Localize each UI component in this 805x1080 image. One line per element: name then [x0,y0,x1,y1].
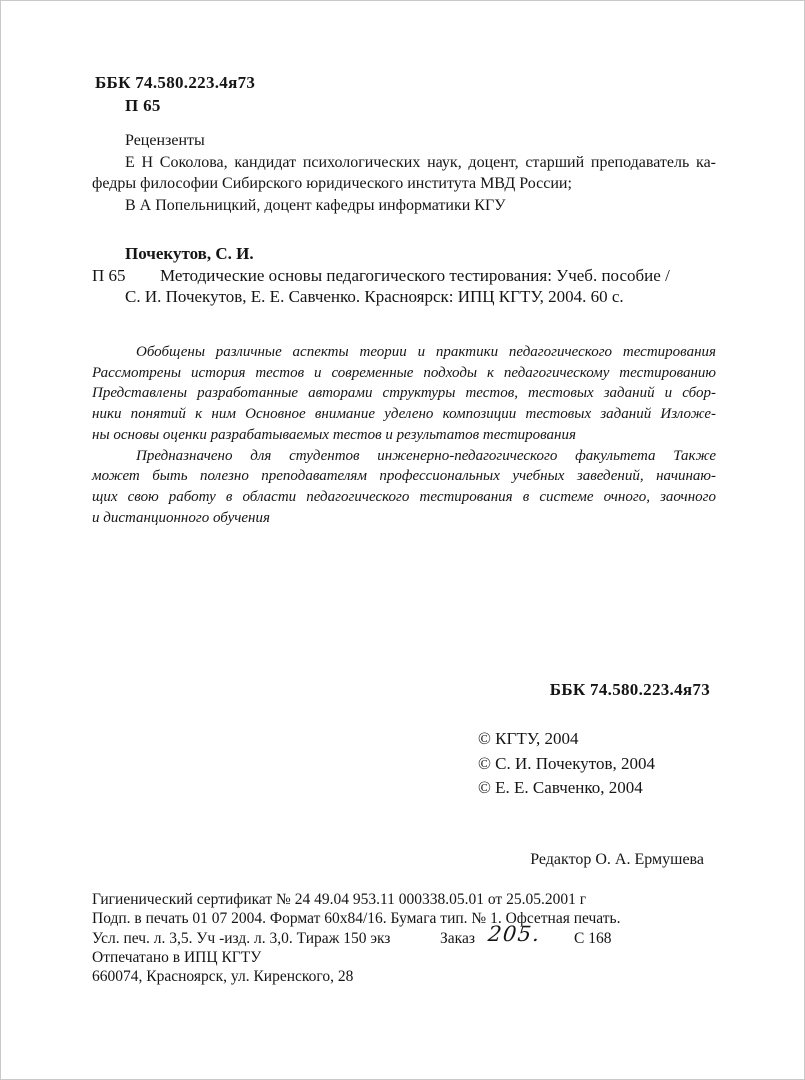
annotation-line: Предназначено для студентов инженерно-педагогического факультета Также [136,447,716,464]
annotation-section [92,342,716,528]
reviewers-section [92,130,716,216]
annotation-line: Представлены разработанные авторами структуры тестов, тестовых заданий и сбор- [92,385,716,402]
author-sign-card: П 65 [92,265,126,285]
address-line: 660074, Красноярск, ул. Киренского, 28 [92,968,354,986]
copyright-line: © Е. Е. Савченко, 2004 [478,778,643,797]
copyright-line: © С. И. Почекутов, 2004 [478,753,655,773]
catalog-title-line: С. И. Почекутов, Е. Е. Савченко. Красноярск: ИПЦ КГТУ, 2004. 60 с. [125,287,624,306]
bbk-code-top [95,71,255,117]
copyright-line: © КГТУ, 2004 [478,729,579,748]
annotation-line: Рассмотрены история тестов и современные подходы к педагогическому тестированию [92,364,716,381]
certificate-line: Гигиенический сертификат № 24 49.04 953.11 000338.05.01 от 25.05.2001 г [92,891,587,908]
annotation-line: ники понятий к ним Основное внимание уделено композиции тестовых заданий Изложе- [92,406,716,423]
author-sign-top: П 65 [125,96,161,115]
annotation-line: и дистанционного обучения [92,509,270,526]
annotation-line: щих свою работу в области педагогического тестирования в системе очного, заочного [92,488,716,505]
printed-at-line: Отпечатано в ИПЦ КГТУ [92,948,262,966]
reviewer-line: федры философии Сибирского юридического института МВД России; [92,175,572,192]
editor-line: Редактор О. А. Ермушева [530,851,704,868]
reviewer-line: В А Попельницкий, доцент кафедры информатики КГУ [125,196,506,214]
series-code: С 168 [574,929,612,947]
catalog-card [92,243,716,308]
order-label: Заказ [440,929,475,947]
reviewers-heading: Рецензенты [125,132,205,149]
annotation-line: ны основы оценки разрабатываемых тестов и результатов тестирования [92,426,576,443]
print-info-line: Подп. в печать 01 07 2004. Формат 60х84/16. Бумага тип. № 1. Офсетная печать. [92,910,621,928]
bbk-code-line: ББК 74.580.223.4я73 [95,73,256,92]
volume-order-line [92,921,732,948]
order-number-handwritten: 205. [486,921,543,946]
copyright-section [478,727,655,801]
imprint-section [92,890,732,986]
annotation-line: Обобщены различные аспекты теории и практики педагогического тестирования [136,344,716,360]
catalog-author: Почекутов, С. И. [125,244,254,263]
bbk-code-bottom: ББК 74.580.223.4я73 [549,680,710,699]
volume-info: Усл. печ. л. 3,5. Уч -изд. л. 3,0. Тираж 150 экз [92,929,391,947]
catalog-title-line: Методические основы педагогического тестирования: Учеб. пособие / [160,265,670,285]
annotation-line: может быть полезно преподавателям профессиональных учебных заведений, начинаю- [92,468,716,485]
reviewer-line: Е Н Соколова, кандидат психологических наук, доцент, старший преподаватель ка- [125,153,716,171]
